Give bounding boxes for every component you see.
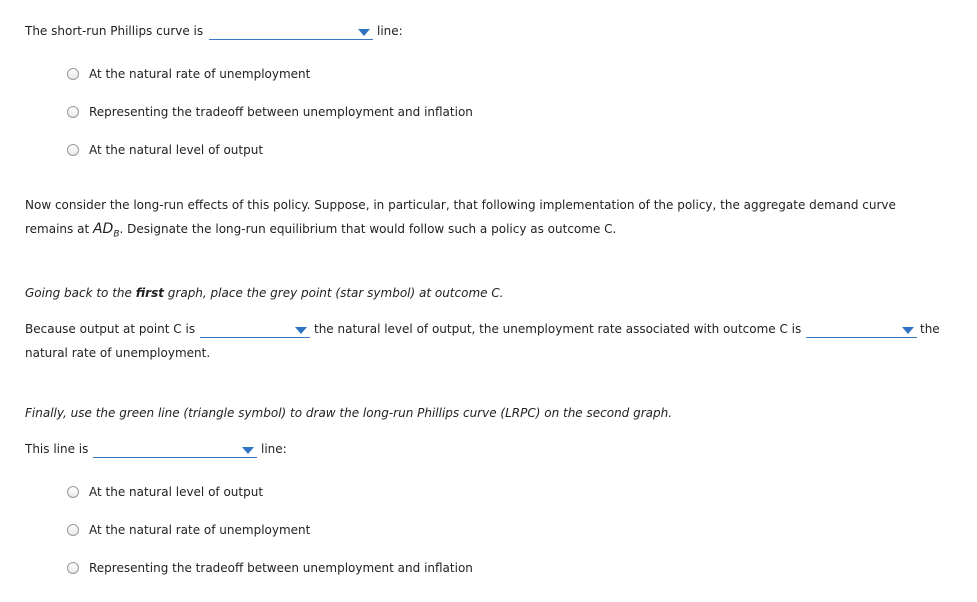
q3-option-3-label[interactable]: Representing the tradeoff between unemployment and inflation bbox=[89, 561, 473, 575]
instruction-star-post: graph, place the grey point (star symbol) at outcome C. bbox=[163, 286, 504, 300]
q3-dropdown[interactable] bbox=[93, 444, 257, 458]
q1-option-1-radio[interactable] bbox=[67, 68, 79, 80]
instruction-star-bold: first bbox=[135, 286, 164, 300]
ad-subscript: B bbox=[113, 229, 120, 240]
q3-option-3-radio[interactable] bbox=[67, 562, 79, 574]
instruction-lrpc: Finally, use the green line (triangle symbol) to draw the long-run Phillips curve (LRPC) on the second graph. bbox=[25, 406, 673, 420]
chevron-down-icon bbox=[902, 327, 914, 334]
instruction-star-point bbox=[25, 286, 504, 300]
q2-middle: the natural level of output, the unemployment rate associated with outcome C is bbox=[314, 322, 802, 336]
q1-option-3-label[interactable]: At the natural level of output bbox=[89, 143, 264, 157]
chevron-down-icon bbox=[358, 29, 370, 36]
q3-suffix: line: bbox=[261, 442, 287, 456]
q1-dropdown[interactable] bbox=[209, 26, 373, 40]
q3-option-1-label[interactable]: At the natural level of output bbox=[89, 485, 264, 499]
q2-suffix: the bbox=[920, 322, 940, 336]
q2-prefix: Because output at point C is bbox=[25, 322, 196, 336]
chevron-down-icon bbox=[295, 327, 307, 334]
q1-suffix: line: bbox=[377, 24, 403, 38]
q1-prefix: The short-run Phillips curve is bbox=[25, 24, 204, 38]
q1-option-3-radio[interactable] bbox=[67, 144, 79, 156]
q3-option-2-label[interactable]: At the natural rate of unemployment bbox=[89, 523, 311, 537]
instruction-star-pre: Going back to the bbox=[25, 286, 136, 300]
paragraph-line-2-post: . Designate the long-run equilibrium that would follow such a policy as outcome C. bbox=[119, 222, 617, 236]
paragraph-line-1: Now consider the long-run effects of this policy. Suppose, in particular, that following implementation of the policy, the aggregate demand curve bbox=[25, 198, 896, 212]
q3-option-1-radio[interactable] bbox=[67, 486, 79, 498]
paragraph-line-2-pre: remains at bbox=[25, 222, 93, 236]
q2-line-2: natural rate of unemployment. bbox=[25, 346, 211, 360]
chevron-down-icon bbox=[242, 447, 254, 454]
q3-prefix: This line is bbox=[25, 442, 89, 456]
paragraph-line-2 bbox=[25, 221, 616, 239]
q3-option-2-radio[interactable] bbox=[67, 524, 79, 536]
ad-symbol: AD bbox=[92, 221, 114, 237]
q1-option-1-label[interactable]: At the natural rate of unemployment bbox=[89, 67, 311, 81]
q1-option-2-label[interactable]: Representing the tradeoff between unemployment and inflation bbox=[89, 105, 473, 119]
q2-dropdown-unemployment[interactable] bbox=[806, 324, 917, 338]
q2-dropdown-output[interactable] bbox=[200, 324, 310, 338]
q1-option-2-radio[interactable] bbox=[67, 106, 79, 118]
